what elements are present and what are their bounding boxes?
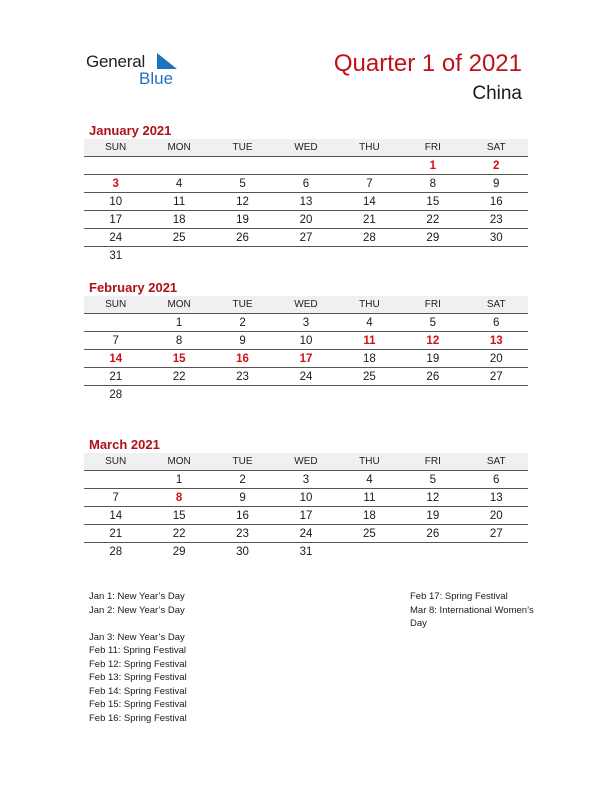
weekday-label: MON — [167, 299, 191, 310]
logo-triangle-icon — [155, 53, 177, 69]
week-row — [84, 471, 528, 489]
holiday-day-cell: 2 — [493, 159, 500, 172]
holiday-day-cell: 17 — [299, 352, 313, 365]
day-cell: 15 — [426, 195, 440, 208]
day-cell: 23 — [236, 527, 249, 540]
day-cell: 27 — [299, 231, 313, 244]
day-cell: 11 — [363, 491, 376, 504]
day-cell: 4 — [175, 177, 183, 190]
day-cell: 6 — [302, 177, 310, 190]
day-cell: 3 — [302, 473, 310, 486]
holiday-note: Jan 1: New Year’s Day — [89, 591, 185, 602]
day-cell: 2 — [239, 316, 246, 329]
day-cell: 8 — [175, 334, 183, 347]
day-cell: 7 — [112, 334, 119, 347]
weekday-label: FRI — [424, 142, 441, 153]
day-cell: 20 — [489, 352, 503, 365]
day-cell: 16 — [236, 509, 249, 522]
page-title: Quarter 1 of 2021 — [333, 50, 522, 77]
week-row — [84, 193, 528, 211]
day-cell: 5 — [429, 473, 437, 486]
weekday-label: WED — [294, 456, 318, 467]
day-cell: 21 — [363, 213, 376, 226]
holiday-note: Feb 14: Spring Festival — [89, 685, 187, 697]
day-cell: 23 — [489, 213, 503, 226]
day-cell: 23 — [236, 370, 249, 383]
week-row — [84, 211, 528, 229]
day-cell: 27 — [489, 527, 503, 540]
logo-text-general: General — [86, 52, 146, 71]
day-cell: 20 — [489, 509, 503, 522]
day-cell: 4 — [366, 316, 373, 329]
holiday-day-cell: 13 — [489, 334, 503, 347]
holiday-notes-left — [89, 590, 289, 725]
day-cell: 6 — [493, 316, 500, 329]
weekday-label: SUN — [105, 299, 127, 310]
week-row — [84, 229, 528, 247]
day-cell: 18 — [172, 213, 186, 226]
holiday-notes-right — [410, 590, 540, 631]
day-cell: 21 — [109, 527, 123, 540]
holiday-note: Feb 17: Spring Festival — [410, 591, 508, 602]
day-cell: 12 — [426, 491, 440, 504]
day-cell: 1 — [175, 316, 183, 329]
day-cell: 17 — [299, 509, 313, 522]
day-cell: 7 — [112, 491, 119, 504]
day-cell: 10 — [299, 491, 313, 504]
day-cell: 19 — [426, 509, 440, 522]
day-cell: 5 — [429, 316, 437, 329]
holiday-note: Feb 12: Spring Festival — [89, 658, 187, 670]
holiday-day-cell: 11 — [363, 334, 376, 347]
weekday-label: SUN — [105, 142, 127, 153]
day-cell: 10 — [109, 195, 123, 208]
day-cell: 7 — [366, 177, 373, 190]
day-cell: 20 — [299, 213, 313, 226]
day-cell: 2 — [239, 473, 246, 486]
day-cell: 22 — [172, 527, 186, 540]
day-cell: 29 — [426, 231, 440, 244]
day-cell: 8 — [429, 177, 437, 190]
day-cell: 17 — [109, 213, 123, 226]
weekday-label: MON — [167, 142, 191, 153]
week-row — [84, 525, 528, 543]
day-cell: 9 — [493, 177, 500, 190]
holiday-note: Jan 2: New Year’s Day — [89, 604, 185, 616]
weekday-label: SAT — [486, 142, 506, 153]
brand-logo — [86, 50, 196, 90]
day-cell: 19 — [236, 213, 249, 226]
week-row — [84, 386, 528, 403]
holiday-day-cell: 3 — [112, 177, 119, 190]
day-cell: 31 — [109, 249, 123, 262]
day-cell: 12 — [236, 195, 249, 208]
day-cell: 13 — [299, 195, 313, 208]
weekday-header — [84, 453, 528, 471]
holiday-day-cell: 14 — [109, 352, 123, 365]
weekday-label: SAT — [486, 456, 506, 467]
weekday-label: WED — [294, 142, 318, 153]
day-cell: 25 — [363, 370, 376, 383]
holiday-day-cell: 16 — [236, 352, 249, 365]
day-cell: 28 — [363, 231, 376, 244]
week-row — [84, 332, 528, 350]
weekday-label: SAT — [486, 299, 506, 310]
day-cell: 27 — [489, 370, 503, 383]
day-cell: 18 — [363, 509, 376, 522]
day-cell: 25 — [172, 231, 186, 244]
holiday-note: Jan 3: New Year’s Day — [89, 631, 185, 643]
holiday-note: Feb 16: Spring Festival — [89, 712, 187, 724]
holiday-note: Feb 13: Spring Festival — [89, 672, 187, 683]
day-cell: 26 — [236, 231, 249, 244]
day-cell: 26 — [426, 370, 440, 383]
week-row — [84, 175, 528, 193]
day-cell: 21 — [109, 370, 123, 383]
week-row — [84, 368, 528, 386]
day-cell: 14 — [363, 195, 376, 208]
week-row — [84, 247, 528, 264]
week-row — [84, 489, 528, 507]
weekday-label: THU — [359, 299, 380, 310]
holiday-day-cell: 8 — [175, 491, 183, 504]
day-cell: 22 — [172, 370, 186, 383]
day-cell: 22 — [426, 213, 440, 226]
country-label: China — [472, 83, 522, 104]
weekday-label: MON — [167, 456, 191, 467]
day-cell: 14 — [109, 509, 123, 522]
weekday-label: TUE — [232, 299, 253, 310]
weekday-label: SUN — [105, 456, 127, 467]
day-cell: 24 — [299, 527, 313, 540]
holiday-note: Feb 11: Spring Festival — [89, 645, 186, 656]
week-rows — [84, 471, 528, 560]
day-cell: 9 — [239, 491, 246, 504]
month-block-march — [84, 436, 528, 560]
holiday-note: Mar 8: International Women’s Day — [410, 604, 534, 629]
day-cell: 11 — [173, 195, 186, 208]
month-title: March 2021 — [89, 437, 160, 452]
day-cell: 18 — [363, 352, 376, 365]
week-rows — [84, 314, 528, 403]
week-row — [84, 157, 528, 175]
day-cell: 9 — [239, 334, 246, 347]
holiday-day-cell: 1 — [429, 159, 437, 172]
weekday-label: TUE — [232, 142, 253, 153]
day-cell: 15 — [172, 509, 186, 522]
month-block-february — [84, 279, 528, 403]
day-cell: 16 — [489, 195, 503, 208]
holiday-day-cell: 15 — [172, 352, 186, 365]
day-cell: 25 — [363, 527, 376, 540]
day-cell: 29 — [172, 545, 186, 558]
day-cell: 24 — [109, 231, 123, 244]
week-rows — [84, 157, 528, 264]
day-cell: 4 — [366, 473, 373, 486]
day-cell: 30 — [236, 545, 249, 558]
holiday-note: Feb 15: Spring Festival — [89, 699, 187, 710]
week-row — [84, 314, 528, 332]
weekday-label: FRI — [424, 456, 441, 467]
day-cell: 28 — [109, 388, 123, 401]
note-spacer — [89, 617, 289, 631]
day-cell: 3 — [302, 316, 310, 329]
day-cell: 31 — [299, 545, 313, 558]
day-cell: 10 — [299, 334, 313, 347]
month-title: January 2021 — [89, 123, 172, 138]
weekday-label: FRI — [424, 299, 441, 310]
month-title: February 2021 — [89, 280, 178, 295]
day-cell: 30 — [489, 231, 503, 244]
weekday-label: TUE — [232, 456, 253, 467]
day-cell: 19 — [426, 352, 440, 365]
week-row — [84, 507, 528, 525]
logo-text-blue: Blue — [139, 69, 174, 88]
day-cell: 13 — [489, 491, 503, 504]
weekday-label: THU — [359, 142, 380, 153]
day-cell: 1 — [175, 473, 183, 486]
week-row — [84, 350, 528, 368]
weekday-label: THU — [359, 456, 380, 467]
weekday-header — [84, 296, 528, 314]
day-cell: 28 — [109, 545, 123, 558]
weekday-label: WED — [294, 299, 318, 310]
day-cell: 24 — [299, 370, 313, 383]
week-row — [84, 543, 528, 560]
day-cell: 5 — [239, 177, 246, 190]
day-cell: 6 — [493, 473, 500, 486]
month-block-january — [84, 122, 528, 264]
holiday-day-cell: 12 — [426, 334, 440, 347]
day-cell: 26 — [426, 527, 440, 540]
weekday-header — [84, 139, 528, 157]
